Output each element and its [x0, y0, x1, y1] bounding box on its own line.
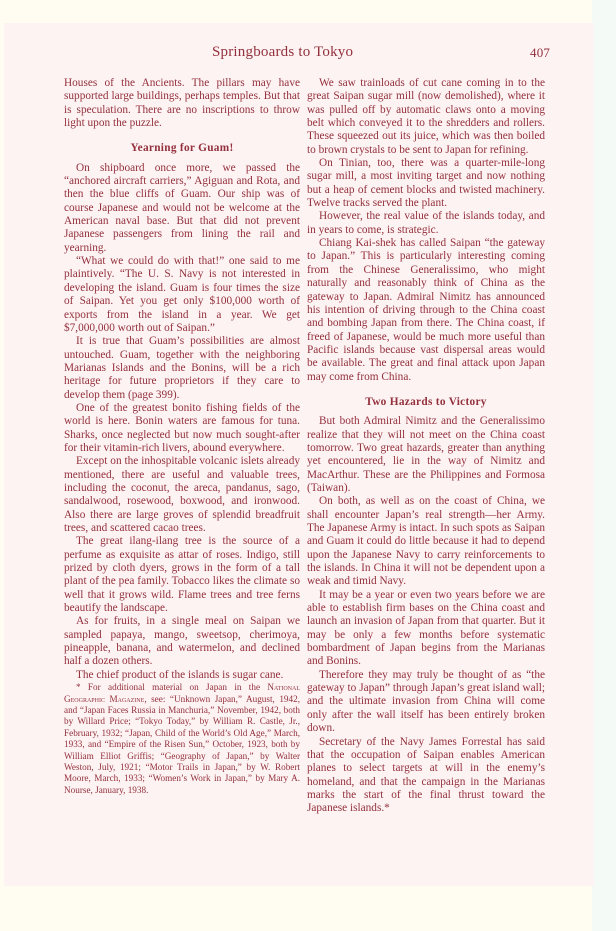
scan-edge-strip	[592, 0, 616, 931]
right-column	[307, 77, 545, 816]
paragraph: But both Admiral Nimitz and the Generalissimo realize that they will not meet on the China coast tomorrow. Two great hazards, greater than anything yet encountered, lie in the way of Nimitz and MacArthur. These are the Philippines and Formosa (Taiwan).	[307, 415, 545, 494]
page-header	[0, 44, 616, 64]
paragraph: On shipboard once more, we passed the “anchored aircraft carriers,” Agiguan and Rota, and then the blue cliffs of Guam. Our ship was of course Japanese and would not be welcome at the American naval base. But that did not prevent Japanese passengers from lining the rail and yearning.	[64, 161, 300, 254]
footnote-body: , see: “Unknown Japan,” August, 1942, and “Japan Faces Russia in Manchuria,” November, 1942, both by Willard Price; “Tokyo Today,” by William R. Castle, Jr., February, 1932; “Japan, Child of the World’s Old Age,” March, 1933, and “Empire of the Risen Sun,” October, 1923, both by William Elliot Griffis; “Geography of Japan,” by Walter Weston, July, 1921; “Motor Trails in Japan,” by W. Robert Moore, March, 1933; “Women’s Work in Japan,” by Mary A. Nourse, January, 1938.	[64, 693, 300, 795]
paragraph: Therefore they may truly be thought of as “the gateway to Japan” through Japan’s great island wall; and the ultimate invasion from China will come only after the wall itself has been entirely broken down.	[307, 668, 545, 735]
paragraph: On both, as well as on the coast of China, we shall encounter Japan’s real strength—her Army. The Japanese Army is intact. In such spots as Saipan and Guam it could do little because it had to depend upon the Japanese Navy to carry reinforcements to the islands. In China it will not be dependent upon a weak and timid Navy.	[307, 495, 545, 588]
paragraph: However, the real value of the islands today, and in years to come, is strategic.	[307, 210, 545, 236]
paragraph: We saw trainloads of cut cane coming in to the great Saipan sugar mill (now demolished), where it was pulled off by automatic claws onto a moving belt which conveyed it to the shredders and rollers. These squeezed out its juice, which was then boiled to brown crystals to be sent to Japan for refining.	[307, 77, 545, 156]
paragraph: Secretary of the Navy James Forrestal has said that the occupation of Saipan enables American planes to select targets at will in the enemy’s homeland, and that the campaign in the Marianas marks the start of the final thrust toward the Japanese islands.*	[307, 735, 545, 815]
paragraph: “What we could do with that!” one said to me plaintively. “The U. S. Navy is not interested in developing the island. Guam is four times the size of Saipan. Yet you get only $100,000 worth of exports from the island in a year. We get $7,000,000 worth out of Saipan.”	[64, 255, 300, 334]
footnote	[64, 682, 300, 796]
paragraph: It may be a year or even two years before we are able to establish firm bases on the China coast and launch an invasion of Japan from that quarter. But it may be only a few months before systematic bombardment of Japan begins from the Marianas and Bonins.	[307, 588, 545, 668]
section-heading-yearning-for-guam: Yearning for Guam!	[130, 142, 234, 155]
paragraph: It is true that Guam’s possibilities are almost untouched. Guam, together with the neighboring Marianas Islands and the Bonins, will be a rich heritage for future proprietors if they care to develop them (page 399).	[64, 335, 300, 401]
section-heading-two-hazards-to-victory: Two Hazards to Victory	[365, 395, 487, 408]
paragraph: On Tinian, too, there was a quarter-mile-long sugar mill, a most inviting target and now nothing but a heap of cement blocks and twisted machinery. Twelve tracks served the plant.	[307, 157, 545, 210]
paragraph: Chiang Kai-shek has called Saipan “the gateway to Japan.” This is particularly interesting coming from the Chinese Generalissimo, who might naturally and reasonably think of China as the gateway to Japan. Admiral Nimitz has announced his intention of driving through to the China coast and bombing Japan from there. The China coast, if freed of Japanese, would be much more useful than Pacific islands because vast dispersal areas would be available. The great and final attack upon Japan may come from China.	[307, 237, 545, 383]
running-title: Springboards to Tokyo	[212, 44, 354, 60]
paragraph: Except on the inhospitable volcanic islets already mentioned, there are useful and valuable trees, including the coconut, the areca, pandanus, sago, sandalwood, rosewood, boxwood, and ironwood. Also there are large groves of splendid breadfruit trees, and scattered cacao trees.	[64, 455, 300, 534]
paragraph: As for fruits, in a single meal on Saipan we sampled papaya, mango, sweetsop, cherimoya, pineapple, banana, and watermelon, and declined half a dozen others.	[64, 615, 300, 668]
paragraph: The chief product of the islands is sugar cane.	[76, 668, 284, 681]
footnote-magazine-name: National Geographic Magazine	[64, 682, 300, 704]
page-number: 407	[530, 45, 551, 60]
footnote-prefix: * For additional material on Japan in the	[76, 682, 268, 693]
paragraph: One of the greatest bonito fishing fields of the world is here. Bonin waters are famous for tuna. Sharks, once neglected but now much sought-after for their vitamin-rich livers, abound everywhere.	[64, 401, 300, 454]
left-column	[64, 77, 300, 796]
paragraph: Houses of the Ancients. The pillars may have supported large buildings, perhaps temples. But that is speculation. There are no inscriptions to throw light upon the puzzle.	[64, 77, 300, 130]
paragraph: The great ilang-ilang tree is the source of a perfume as exquisite as attar of roses. Indigo, still prized by cloth dyers, grows in the form of a tall plant of the pea family. Tobacco likes the climate so well that it grows wild. Flame trees and tree ferns beautify the landscape.	[64, 535, 300, 615]
